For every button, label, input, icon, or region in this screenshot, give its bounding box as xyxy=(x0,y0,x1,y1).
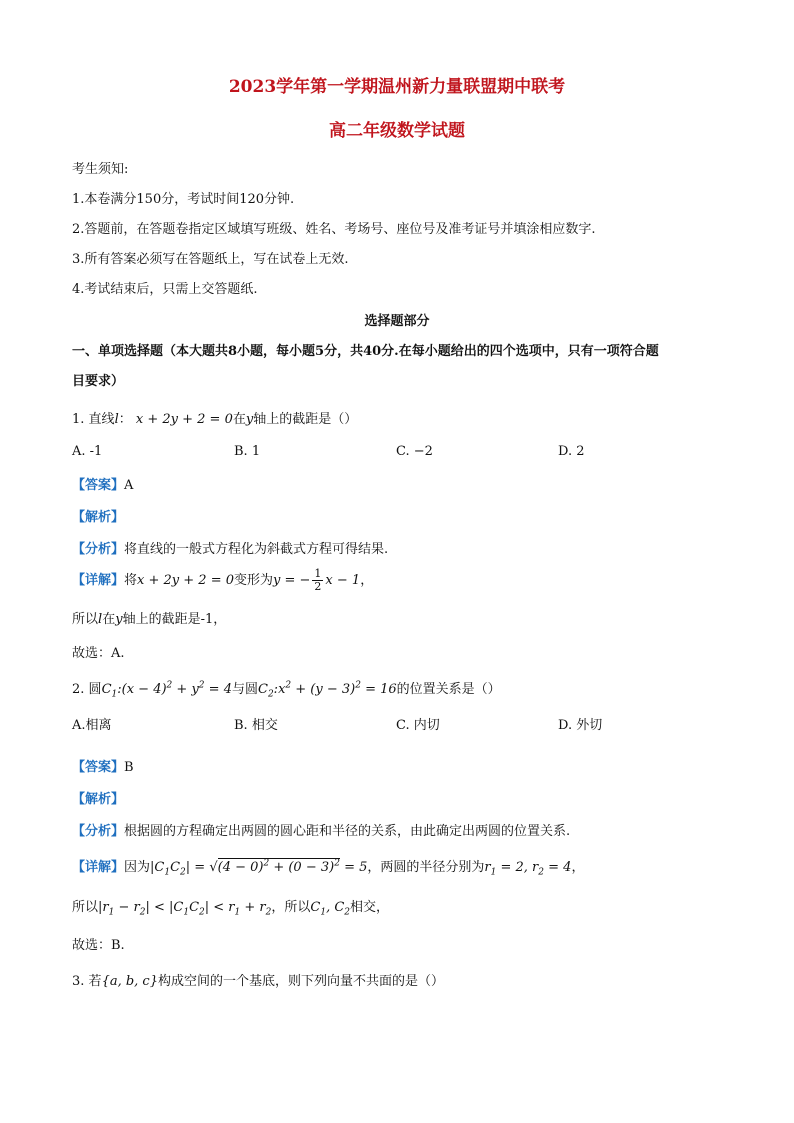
analysis-label: 【解析】 xyxy=(72,792,125,807)
detail-text: 变形为 xyxy=(234,573,274,588)
question-number: 3. xyxy=(72,974,85,989)
option-b: B. 相交 xyxy=(234,718,278,733)
detail-text: 轴上的截距是-1， xyxy=(122,612,227,627)
stem-text: 轴上的截距是（） xyxy=(253,412,358,427)
detail-text: ， xyxy=(571,860,585,875)
analysis-label: 【解析】 xyxy=(72,510,125,525)
math-equation: $|r_1 - r_2| < |C_1C_2| < r_1 + r_2$ xyxy=(98,900,272,918)
answer-label: 【答案】 xyxy=(72,478,125,493)
notice-item-3: 3.所有答案必须写在答题纸上，写在试卷上无效. xyxy=(72,252,349,267)
math-var: y xyxy=(245,412,254,427)
answer-value: A xyxy=(124,478,134,493)
math-var: l xyxy=(98,612,103,627)
math-var: l xyxy=(114,412,119,427)
detail-label: 【详解】 xyxy=(72,573,125,588)
math-equation: $C_2:x^2 + (y - 3)^2 = 16$ xyxy=(257,680,397,700)
question-2-stem xyxy=(72,678,501,700)
stem-text: 直线 xyxy=(88,412,115,427)
answer-value: B xyxy=(124,760,134,775)
fraction-denominator: 2 xyxy=(314,580,322,593)
question-3-stem xyxy=(72,970,444,989)
option-a: A. -1 xyxy=(72,444,103,459)
math-equation: x + 2y + 2 = 0 xyxy=(137,573,234,588)
detail-text: ，两圆的半径分别为 xyxy=(367,860,485,875)
math-vector-set: {a, b, c} xyxy=(101,974,158,989)
fenxi-text: 将直线的一般式方程化为斜截式方程可得结果. xyxy=(124,542,389,557)
section-heading-line2: 目要求） xyxy=(72,374,125,389)
exam-subtitle: 高二年级数学试题 xyxy=(329,121,465,141)
detail-text: ， xyxy=(360,573,374,588)
fenxi-label: 【分析】 xyxy=(72,542,125,557)
detail-line-2 xyxy=(72,896,389,918)
math-equation: x + 2y + 2 = 0 xyxy=(135,412,233,427)
answer-line xyxy=(72,474,133,493)
math-equation: $C_1:(x - 4)^2 + y^2 = 4$ xyxy=(101,680,232,700)
detail-text: 将 xyxy=(124,573,138,588)
fenxi-line xyxy=(72,538,388,557)
stem-text: 圆 xyxy=(88,682,102,697)
stem-text: 若 xyxy=(88,974,102,989)
fraction-numerator: 1 xyxy=(314,567,322,580)
detail-line xyxy=(72,568,373,593)
option-c: C. 内切 xyxy=(396,718,440,733)
option-b: B. 1 xyxy=(234,444,261,459)
detail-line-2 xyxy=(72,608,226,627)
question-number: 2. xyxy=(72,682,85,697)
fraction xyxy=(312,568,323,593)
answer-label: 【答案】 xyxy=(72,760,125,775)
math-equation: $r_1 = 2$, $r_2 = 4$ xyxy=(484,860,572,878)
part-title: 选择题部分 xyxy=(364,314,430,329)
stem-text: 与圆 xyxy=(231,682,258,697)
notice-item-4: 4.考试结束后，只需上交答题纸. xyxy=(72,282,258,297)
detail-text: 在 xyxy=(102,612,116,627)
fenxi-label: 【分析】 xyxy=(72,824,125,839)
detail-text: 相交， xyxy=(350,900,390,915)
notice-item-2: 2.答题前，在答题卷指定区域填写班级、姓名、考场号、座位号及准考证号并填涂相应数字. xyxy=(72,222,596,237)
stem-text: 构成空间的一个基底，则下列向量不共面的是（） xyxy=(158,974,445,989)
answer-line xyxy=(72,756,134,775)
question-1-stem xyxy=(72,408,357,427)
math-equation: x − 1 xyxy=(325,573,361,588)
math-equation: y = − xyxy=(273,573,311,588)
fenxi-line xyxy=(72,820,570,839)
detail-line xyxy=(72,856,584,878)
section-heading-line1: 一、单项选择题（本大题共8小题，每小题5分，共40分.在每小题给出的四个选项中，只有一项符合题 xyxy=(72,344,659,359)
detail-text: ，所以 xyxy=(271,900,311,915)
option-c: C. −2 xyxy=(396,444,433,459)
exam-title: 2023学年第一学期温州新力量联盟期中联考 xyxy=(228,77,566,97)
fenxi-text: 根据圆的方程确定出两圆的圆心距和半径的关系，由此确定出两圆的位置关系. xyxy=(124,824,571,839)
stem-text: 的位置关系是（） xyxy=(396,682,501,697)
math-equation: $|C_1C_2| = √(4 - 0)^2 + (0 - 3)^2 = 5$ xyxy=(150,858,368,878)
detail-text: 所以 xyxy=(72,900,99,915)
question-number: 1. xyxy=(72,412,85,427)
detail-label: 【详解】 xyxy=(72,860,125,875)
option-a: A.相离 xyxy=(72,718,112,733)
option-d: D. 外切 xyxy=(558,718,603,733)
stem-text: 在 xyxy=(232,412,246,427)
detail-text: 所以 xyxy=(72,612,99,627)
detail-text: 因为 xyxy=(124,860,151,875)
conclusion: 故选：B. xyxy=(72,938,125,953)
notice-item-1: 1.本卷满分150分，考试时间120分钟. xyxy=(72,192,295,207)
stem-text: ： xyxy=(118,412,132,427)
math-equation: $C_1$, $C_2$ xyxy=(310,900,351,918)
option-d: D. 2 xyxy=(558,444,585,459)
math-var: y xyxy=(115,612,123,627)
conclusion: 故选：A. xyxy=(72,646,125,661)
notice-heading: 考生须知: xyxy=(72,162,129,177)
